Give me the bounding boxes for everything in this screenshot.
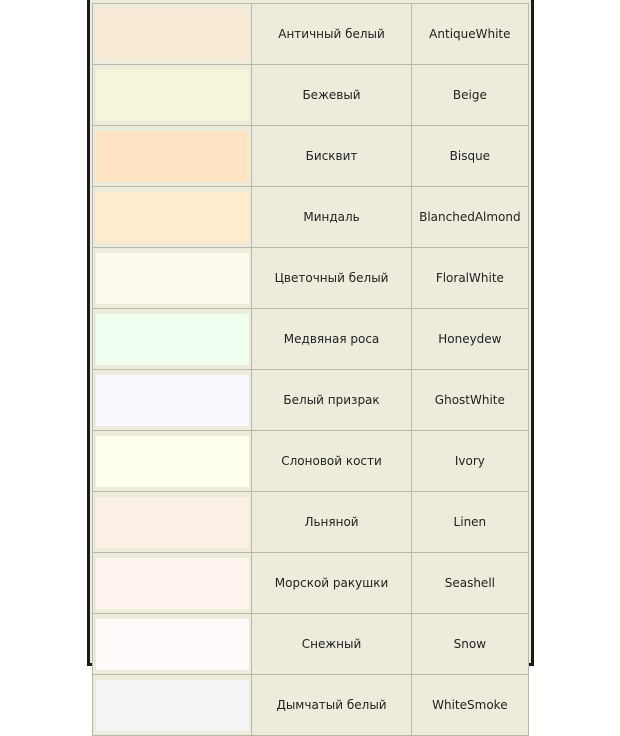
english-name-cell: Ivory [411, 431, 528, 492]
english-name-cell: WhiteSmoke [411, 675, 528, 736]
swatch-cell [93, 614, 252, 675]
color-table-frame [87, 0, 534, 712]
russian-name-cell: Цветочный белый [252, 248, 411, 309]
russian-name-cell: Снежный [252, 614, 411, 675]
table-row [93, 65, 529, 126]
russian-name-cell: Бежевый [252, 65, 411, 126]
swatch-cell [93, 4, 252, 65]
english-name-cell: Seashell [411, 553, 528, 614]
table-row [93, 4, 529, 65]
color-swatch [96, 253, 249, 304]
english-name-cell: GhostWhite [411, 370, 528, 431]
russian-name-cell: Дымчатый белый [252, 675, 411, 736]
english-name-cell: Honeydew [411, 309, 528, 370]
swatch-cell [93, 431, 252, 492]
color-swatch [96, 436, 249, 487]
russian-name-cell: Миндаль [252, 187, 411, 248]
color-swatch [96, 192, 249, 243]
english-name-cell: Linen [411, 492, 528, 553]
table-row [93, 126, 529, 187]
color-swatch [96, 314, 249, 365]
color-table-body [93, 4, 529, 736]
color-swatch [96, 131, 249, 182]
russian-name-cell: Льняной [252, 492, 411, 553]
swatch-cell [93, 370, 252, 431]
swatch-cell [93, 187, 252, 248]
table-row [93, 492, 529, 553]
russian-name-cell: Морской ракушки [252, 553, 411, 614]
color-swatch [96, 680, 249, 731]
table-row [93, 431, 529, 492]
color-swatch [96, 9, 249, 60]
russian-name-cell: Античный белый [252, 4, 411, 65]
color-swatch [96, 619, 249, 670]
english-name-cell: Beige [411, 65, 528, 126]
english-name-cell: Bisque [411, 126, 528, 187]
swatch-cell [93, 675, 252, 736]
table-row [93, 309, 529, 370]
russian-name-cell: Слоновой кости [252, 431, 411, 492]
russian-name-cell: Белый призрак [252, 370, 411, 431]
swatch-cell [93, 309, 252, 370]
table-row [93, 553, 529, 614]
russian-name-cell: Бисквит [252, 126, 411, 187]
english-name-cell: BlanchedAlmond [411, 187, 528, 248]
color-swatch [96, 558, 249, 609]
table-row [93, 370, 529, 431]
english-name-cell: FloralWhite [411, 248, 528, 309]
swatch-cell [93, 126, 252, 187]
swatch-cell [93, 492, 252, 553]
table-row [93, 675, 529, 736]
swatch-cell [93, 248, 252, 309]
english-name-cell: AntiqueWhite [411, 4, 528, 65]
english-name-cell: Snow [411, 614, 528, 675]
russian-name-cell: Медвяная роса [252, 309, 411, 370]
swatch-cell [93, 65, 252, 126]
color-swatch [96, 497, 249, 548]
color-swatch [96, 375, 249, 426]
color-swatch [96, 70, 249, 121]
table-row [93, 187, 529, 248]
color-names-table [92, 3, 529, 736]
swatch-cell [93, 553, 252, 614]
table-row [93, 248, 529, 309]
table-row [93, 614, 529, 675]
